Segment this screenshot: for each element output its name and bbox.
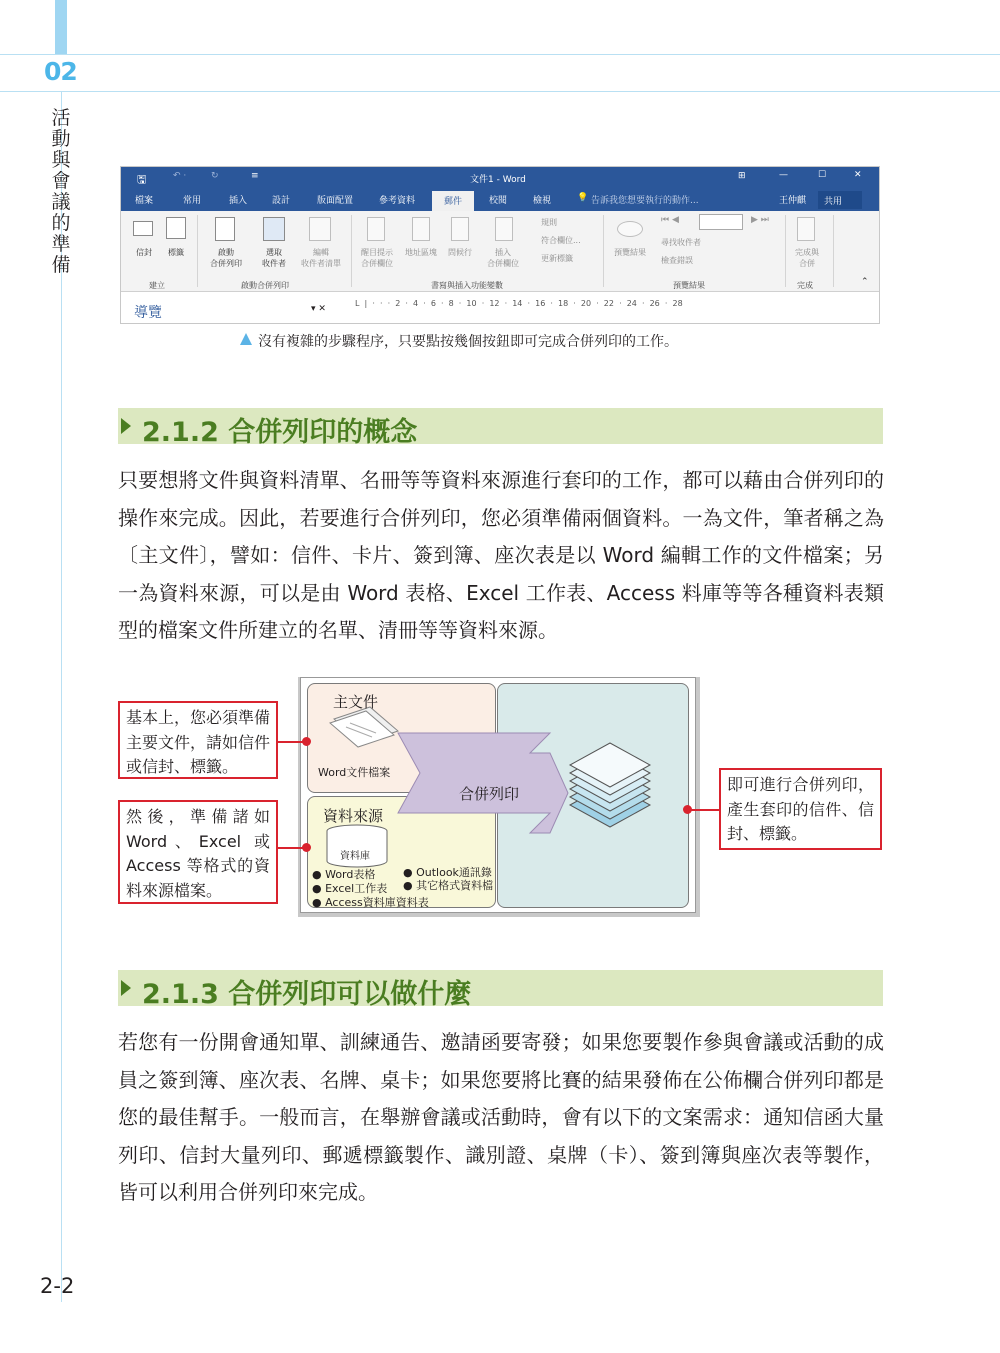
section-heading-2-1-2 [118,408,883,448]
tab-layout[interactable]: 版面配置 [317,196,354,206]
select-recipients-icon [263,217,285,241]
address-block-button[interactable]: 地址區塊 [405,248,437,257]
ruler-ticks: L | · · · 2 · 4 · 6 · 8 · 10 · 12 · 14 · 16 · 18 · 20 · 22 · 24 · 26 · 28 [355,299,683,308]
document-icon [330,707,398,747]
preview-results-button[interactable]: 預覽結果 [614,248,646,257]
callout-dot [683,805,692,814]
word-file-label: Word文件檔案 [318,766,391,779]
group-separator [197,215,198,287]
group-separator [785,215,786,287]
group-label-preview: 預覽結果 [673,281,705,290]
tab-review[interactable]: 校閱 [489,196,508,206]
tab-references[interactable]: 參考資料 [379,196,416,206]
merge-label: 合併列印 [459,785,520,803]
share-label: 共用 [824,197,843,207]
callout-dot [302,843,311,852]
source-item: ● Outlook通訊錄 [403,866,492,879]
tab-design[interactable]: 設計 [272,196,291,206]
pane-options-icon[interactable]: ▾ ✕ [311,304,326,314]
up-arrow-icon [240,333,252,345]
record-number-input[interactable] [699,214,743,230]
header-rule-2 [0,91,1000,92]
insert-field-icon [495,217,513,241]
mailings-ribbon [121,211,880,291]
source-item: ● 其它格式資料檔 [403,879,494,892]
section-body-paragraph: 只要想將文件與資料清單、名冊等等資料來源進行套印的工作，都可以藉由合併列印的操作來完成。因此，若要進行合併列印，您必須準備兩個資料。一為文件，筆者稱之為〔主文件〕，譬如：信件、卡片、簽到簿、座次表是以 Word 編輯工作的文件檔案；另一為資料來源，可以是由 Word 表格、Excel 工作表、Access 料庫等等各種資料表類型的檔案文件所建立的名單、清冊等等資料來源。 [118,468,884,642]
group-separator [833,215,834,287]
customize-qat-icon[interactable]: ≡ [251,171,259,181]
group-label-write: 書寫與插入功能變數 [431,281,503,290]
chapter-title: 活動與會議的準備 [51,107,71,276]
chapter-number: 02 [44,57,77,86]
tab-file[interactable]: 檔案 [135,193,153,206]
finish-merge-button[interactable]: 完成與 合併 [795,248,819,268]
callout-data-source: 然後，準備諸如 Word、Excel 或 Access 等格式的資料來源檔案。 [118,800,278,904]
figure-caption: 沒有複雜的步驟程序，只要點按幾個按鈕即可完成合併列印的工作。 [258,334,678,350]
record-nav-icon[interactable]: ⏮ ◀ [661,215,679,225]
page-number: 2-2 [40,1274,75,1298]
save-icon[interactable]: 🖫 [137,173,147,186]
tab-view[interactable]: 檢視 [533,196,552,206]
edit-list-icon [309,217,331,241]
source-item: ● Excel工作表 [312,882,388,895]
envelope-icon [133,221,153,236]
collapse-ribbon-icon[interactable]: ⌃ [861,277,869,287]
callout-output: 即可進行合併列印，產生套印的信件、信封、標籤。 [719,768,882,850]
labels-button[interactable]: 標籤 [168,248,184,257]
ribbon-display-icon[interactable]: ⊞ [738,171,746,181]
tell-me-input[interactable]: 告訴我您想要執行的動作... [591,196,699,206]
main-document-label: 主文件 [333,693,379,711]
greeting-line-button[interactable]: 問候行 [448,248,472,257]
section-body-paragraph: 若您有一份開會通知單、訓練通告、邀請函要寄發；如果您要製作參與會議或活動的成員之簽到簿、座次表、名牌、桌卡；如果您要將比賽的結果發佈在公佈欄合併列印都是您的最佳幫手。一般而言，在舉辦會議或活動時，會有以下的文案需求：通知信函大量列印、信封大量列印、郵遞標籤製作、識別證、桌牌（卡）、簽到簿與座次表等製作，皆可以利用合併列印來完成。 [118,1030,884,1204]
section-heading-2-1-3 [118,970,883,1010]
ribbon-tabs [121,189,880,211]
lightbulb-icon: 💡 [577,193,589,203]
minimize-icon[interactable]: — [779,170,788,180]
group-separator [603,215,604,287]
highlight-fields-button[interactable]: 醒目提示 合併欄位 [361,248,393,268]
select-recipients-button[interactable]: 選取 收件者 [262,248,286,268]
word-title-bar [121,167,880,189]
database-label: 資料庫 [340,851,370,862]
group-separator [351,215,352,287]
tab-mailings[interactable]: 郵件 [432,191,474,211]
header-rule [0,54,1000,55]
chapter-tab-bar [55,0,67,54]
navigation-pane [121,291,343,324]
envelope-button[interactable]: 信封 [136,248,152,257]
word-window-screenshot [120,166,880,324]
group-label-create: 建立 [149,281,165,290]
tab-home[interactable]: 常用 [183,196,202,206]
preview-results-icon [617,221,643,237]
finish-merge-icon [797,217,815,241]
start-merge-icon [215,217,235,241]
undo-icon[interactable]: ↶ · [173,171,187,181]
navigation-title: 導覽 [134,305,162,321]
match-fields-button[interactable]: 符合欄位... [541,236,581,245]
labels-icon [166,217,186,239]
rules-button[interactable]: 規則 [541,218,557,227]
address-block-icon [412,217,430,241]
start-merge-button[interactable]: 啟動 合併列印 [210,248,242,268]
data-source-label: 資料來源 [323,807,384,825]
greeting-line-icon [451,217,469,241]
check-errors-button[interactable]: 檢查錯誤 [661,256,693,265]
edit-list-button[interactable]: 編輯 收件者清單 [301,248,341,268]
tab-insert[interactable]: 插入 [229,196,248,206]
user-name[interactable]: 王仲麒 [779,196,807,206]
heading-arrow-icon [121,980,131,996]
record-next-icon[interactable]: ▶ ⏭ [751,215,769,225]
callout-main-document: 基本上，您必須準備主要文件，請如信件或信封、標籤。 [118,701,278,779]
source-item: ● Access資料庫資料表 [312,896,429,909]
callout-dot [302,737,311,746]
section-title: 2.1.3 合併列印可以做什麼 [142,979,472,1010]
redo-icon[interactable]: ↻ [211,171,219,181]
update-labels-button[interactable]: 更新標籤 [541,254,573,263]
output-stack-icon [570,743,650,827]
close-icon[interactable]: ✕ [854,170,862,180]
section-title: 2.1.2 合併列印的概念 [142,417,418,448]
ruler [343,291,880,324]
source-item: ● Word表格 [312,868,376,881]
insert-field-button[interactable]: 插入 合併欄位 [487,248,519,268]
find-recipient-button[interactable]: 尋找收件者 [661,238,701,247]
maximize-icon[interactable]: ☐ [818,170,827,180]
group-label-finish: 完成 [797,281,813,290]
highlight-fields-icon [367,217,385,241]
window-title: 文件1 - Word [470,175,526,185]
group-label-start: 啟動合併列印 [241,281,289,290]
share-button[interactable] [818,191,862,209]
heading-arrow-icon [121,418,131,434]
callout-connector [688,809,719,811]
